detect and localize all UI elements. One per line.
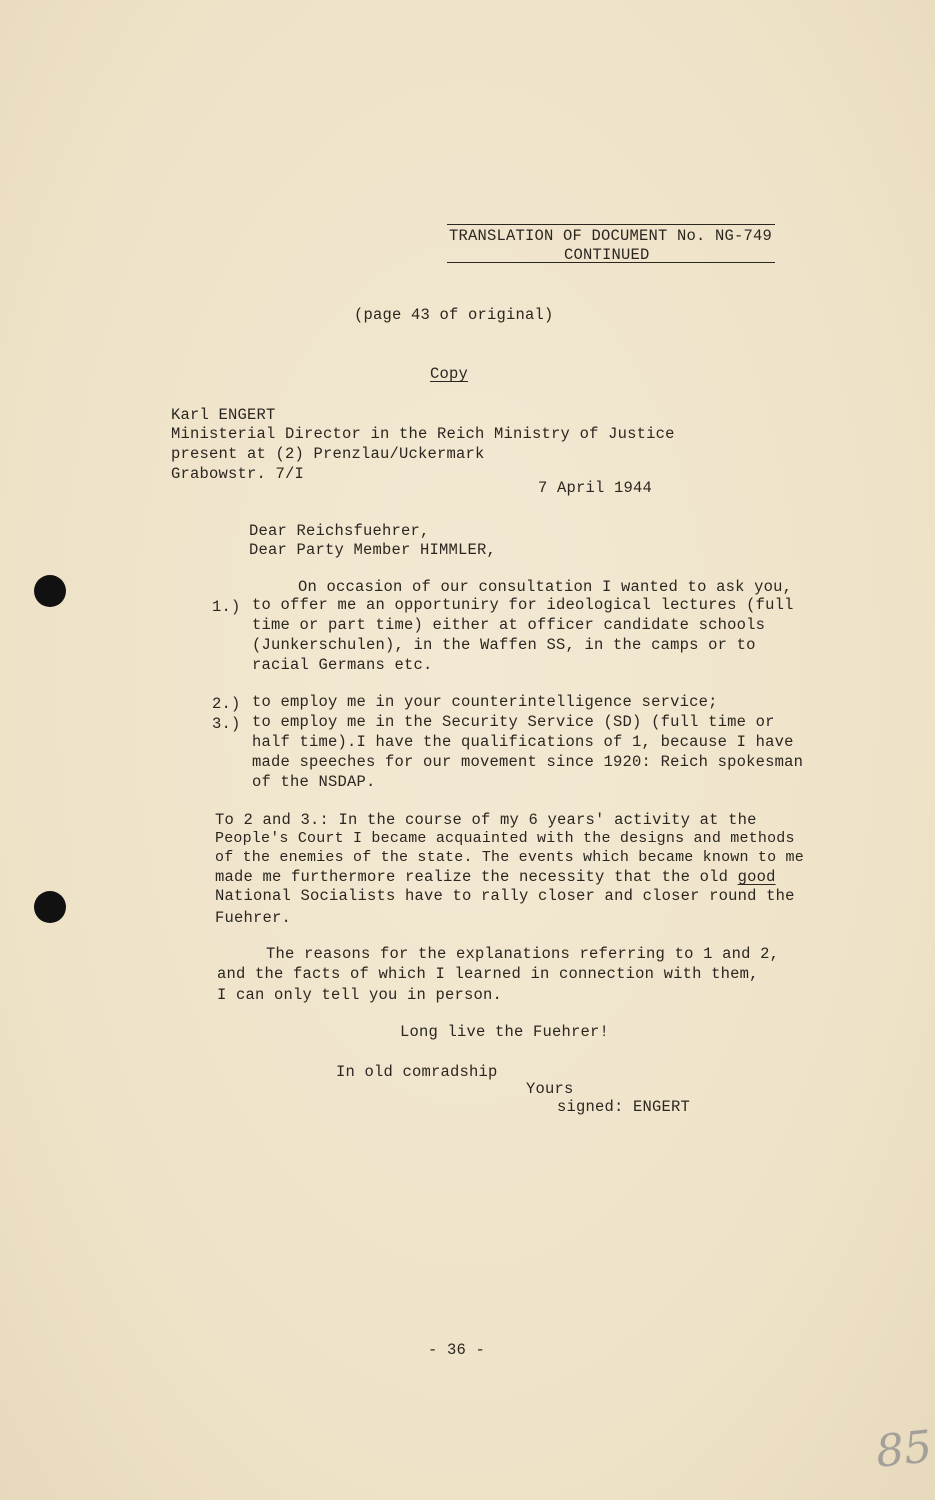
item-3-line-2: half time).I have the qualifications of 1, because I have: [252, 733, 794, 751]
header-top-rule: [447, 224, 775, 225]
item-1-line-1: to offer me an opportuniry for ideological lectures (full: [252, 596, 794, 614]
sender-title: Ministerial Director in the Reich Ministry of Justice: [171, 425, 675, 443]
para2-line-5: National Socialists have to rally closer and closer round the: [215, 887, 795, 905]
para3-line-3: I can only tell you in person.: [217, 986, 503, 1004]
closing-long-live: Long live the Fuehrer!: [400, 1023, 610, 1041]
punch-hole-top: [34, 575, 66, 607]
salutation-line-1: Dear Reichsfuehrer,: [249, 522, 430, 540]
punch-hole-bottom: [34, 891, 66, 923]
item-1-number: 1.): [212, 598, 241, 616]
pencil-page-mark: 85: [873, 1421, 935, 1478]
copy-label: Copy: [430, 365, 469, 383]
closing-signature: signed: ENGERT: [557, 1098, 691, 1116]
letter-date: 7 April 1944: [538, 479, 653, 497]
para2-line-3: of the enemies of the state. The events which became known to me: [215, 849, 804, 866]
item-2-number: 2.): [212, 695, 241, 713]
item-3-line-1: to employ me in the Security Service (SD) (full time or: [252, 713, 775, 731]
para2-line-4-text: made me furthermore realize the necessity that the old: [215, 868, 738, 886]
item-3-line-4: of the NSDAP.: [252, 773, 376, 791]
para3-line-2: and the facts of which I learned in connection with them,: [217, 965, 759, 983]
page-number: - 36 -: [428, 1341, 486, 1359]
closing-yours: Yours: [526, 1080, 574, 1098]
item-1-line-3: (Junkerschulen), in the Waffen SS, in the camps or to: [252, 636, 756, 654]
closing-comradeship: In old comradship: [336, 1063, 498, 1081]
item-2-line-1: to employ me in your counterintelligence service;: [252, 693, 718, 711]
para2-line-6: Fuehrer.: [215, 909, 292, 927]
sender-address-1: present at (2) Prenzlau/Uckermark: [171, 445, 485, 463]
item-3-line-3: made speeches for our movement since 1920: Reich spokesman: [252, 753, 804, 771]
header-bottom-rule: [447, 262, 775, 263]
para3-line-1: The reasons for the explanations referring to 1 and 2,: [266, 945, 780, 963]
salutation-line-2: Dear Party Member HIMMLER,: [249, 541, 497, 559]
para2-line-2: People's Court I became acquainted with the designs and methods: [215, 830, 795, 847]
item-3-number: 3.): [212, 715, 241, 733]
header-subtitle: CONTINUED: [564, 246, 650, 264]
para2-line-4: [215, 867, 776, 887]
para2-line-1: To 2 and 3.: In the course of my 6 years' activity at the: [215, 811, 757, 829]
sender-name: Karl ENGERT: [171, 406, 276, 424]
para2-underlined-word: good: [737, 868, 776, 886]
item-1-line-2: time or part time) either at officer candidate schools: [252, 616, 766, 634]
page-reference: (page 43 of original): [354, 306, 554, 324]
header-title: TRANSLATION OF DOCUMENT No. NG-749: [449, 227, 773, 245]
intro-line: On occasion of our consultation I wanted to ask you,: [298, 578, 793, 596]
item-1-line-4: racial Germans etc.: [252, 656, 433, 674]
sender-address-2: Grabowstr. 7/I: [171, 465, 305, 483]
